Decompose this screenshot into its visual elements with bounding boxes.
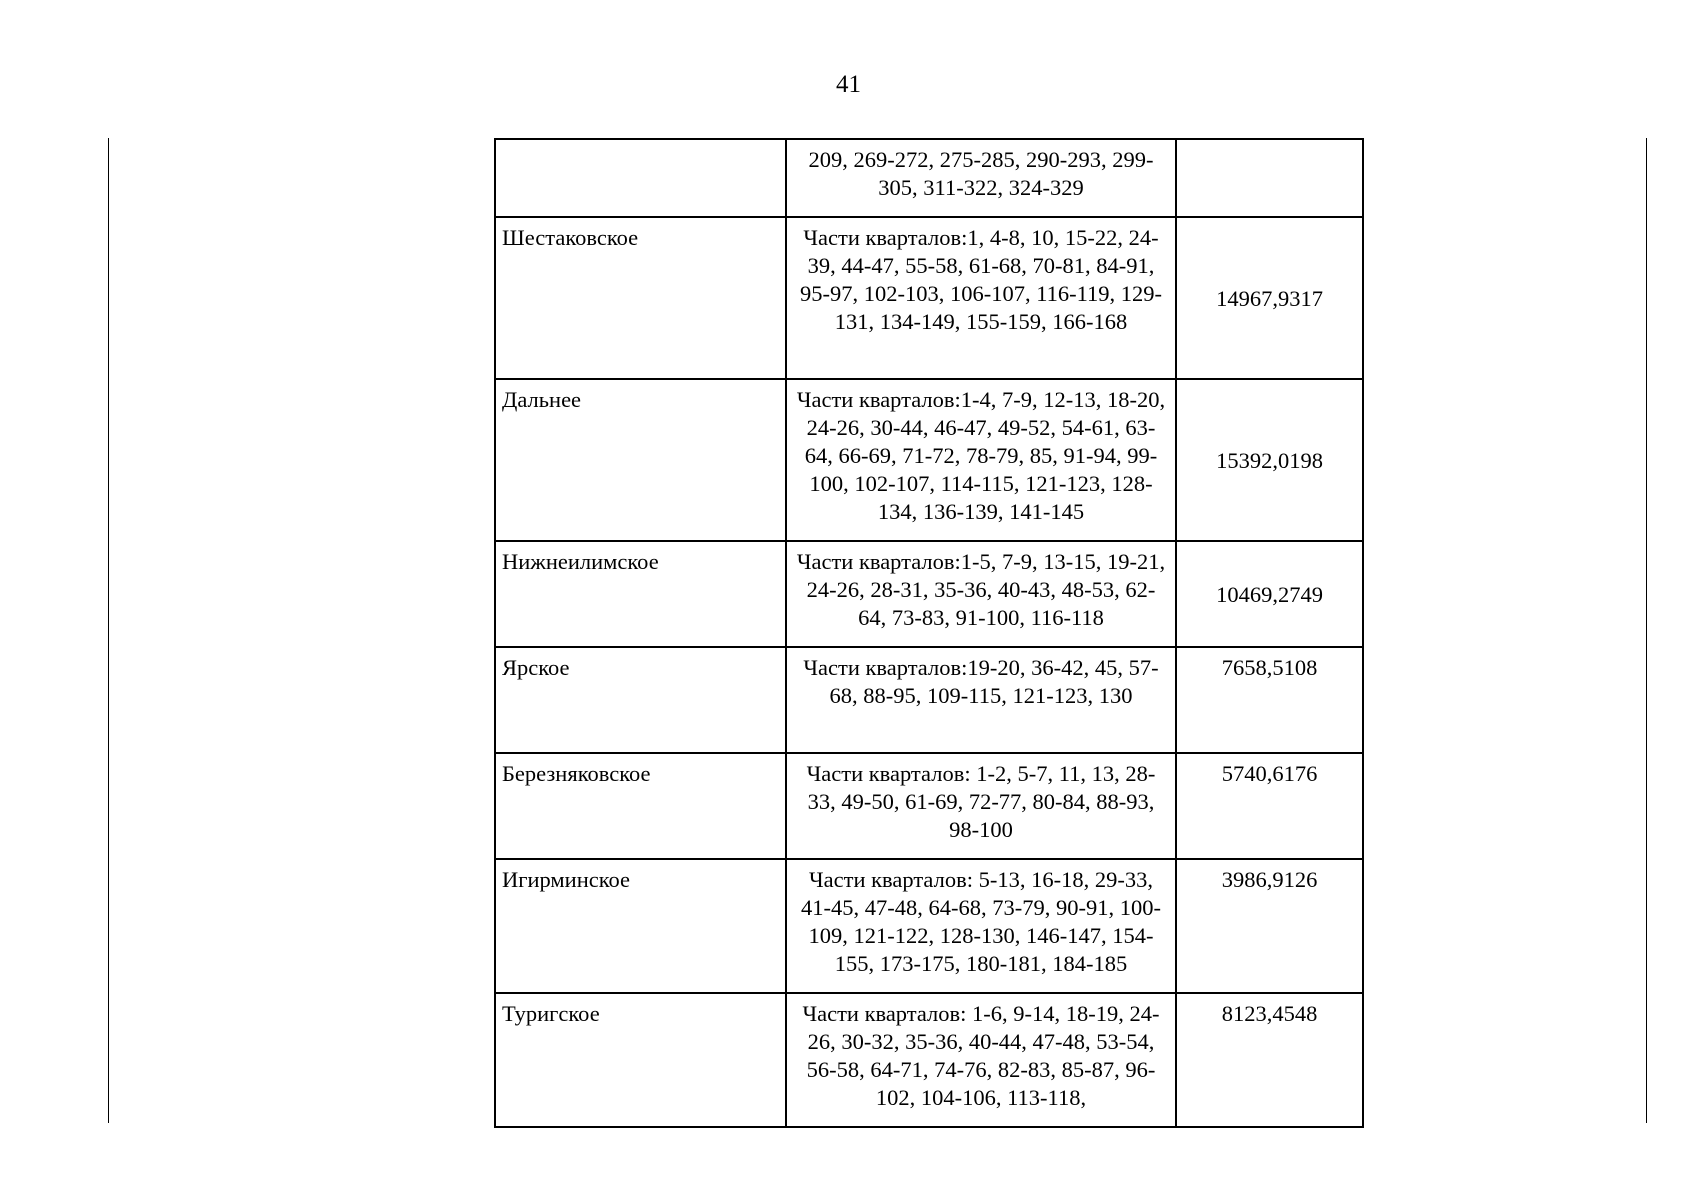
area-cell: 10469,2749 (1176, 541, 1363, 647)
quarters-cell: Части кварталов: 5-13, 16-18, 29-33, 41-45, 47-48, 64-68, 73-79, 90-91, 100-109, 121-122, 128-130, 146-147, 154-155, 173-175, 180-181, 184-185 (786, 859, 1176, 993)
quarters-cell: Части кварталов:1-5, 7-9, 13-15, 19-21, 24-26, 28-31, 35-36, 40-43, 48-53, 62-64, 73-83, 91-100, 116-118 (786, 541, 1176, 647)
quarters-cell: Части кварталов:1, 4-8, 10, 15-22, 24-39, 44-47, 55-58, 61-68, 70-81, 84-91, 95-97, 102-103, 106-107, 116-119, 129-131, 134-149, 155-159, 166-168 (786, 217, 1176, 379)
page-number: 41 (836, 71, 861, 98)
area-cell: 7658,5108 (1176, 647, 1363, 753)
quarters-cell: Части кварталов: 1-2, 5-7, 11, 13, 28-33, 49-50, 61-69, 72-77, 80-84, 88-93, 98-100 (786, 753, 1176, 859)
table-row (495, 647, 1363, 753)
table-row (495, 379, 1363, 541)
table-row (495, 139, 1363, 217)
area-cell: 3986,9126 (1176, 859, 1363, 993)
quarters-cell: 209, 269-272, 275-285, 290-293, 299-305, 311-322, 324-329 (786, 139, 1176, 217)
area-cell (1176, 139, 1363, 217)
right-margin-line (1646, 138, 1647, 1123)
table-row (495, 859, 1363, 993)
area-cell: 15392,0198 (1176, 379, 1363, 541)
district-name-cell: Нижнеилимское (495, 541, 786, 647)
area-cell: 14967,9317 (1176, 217, 1363, 379)
district-name-cell: Дальнее (495, 379, 786, 541)
district-name-cell: Березняковское (495, 753, 786, 859)
district-name-cell (495, 139, 786, 217)
quarters-cell: Части кварталов: 1-6, 9-14, 18-19, 24-26, 30-32, 35-36, 40-44, 47-48, 53-54, 56-58, 64-71, 74-76, 82-83, 85-87, 96-102, 104-106, 113-118, (786, 993, 1176, 1127)
district-name-cell: Шестаковское (495, 217, 786, 379)
table-row (495, 541, 1363, 647)
quarters-cell: Части кварталов:1-4, 7-9, 12-13, 18-20, 24-26, 30-44, 46-47, 49-52, 54-61, 63-64, 66-69, 71-72, 78-79, 85, 91-94, 99-100, 102-107, 114-115, 121-123, 128-134, 136-139, 141-145 (786, 379, 1176, 541)
district-name-cell: Игирминское (495, 859, 786, 993)
area-cell: 8123,4548 (1176, 993, 1363, 1127)
district-name-cell: Ярское (495, 647, 786, 753)
quarters-cell: Части кварталов:19-20, 36-42, 45, 57-68, 88-95, 109-115, 121-123, 130 (786, 647, 1176, 753)
district-name-cell: Туригское (495, 993, 786, 1127)
left-margin-line (108, 138, 109, 1123)
table-row (495, 217, 1363, 379)
forest-quarters-table (494, 138, 1364, 1128)
area-cell: 5740,6176 (1176, 753, 1363, 859)
table-row (495, 753, 1363, 859)
table-row (495, 993, 1363, 1127)
